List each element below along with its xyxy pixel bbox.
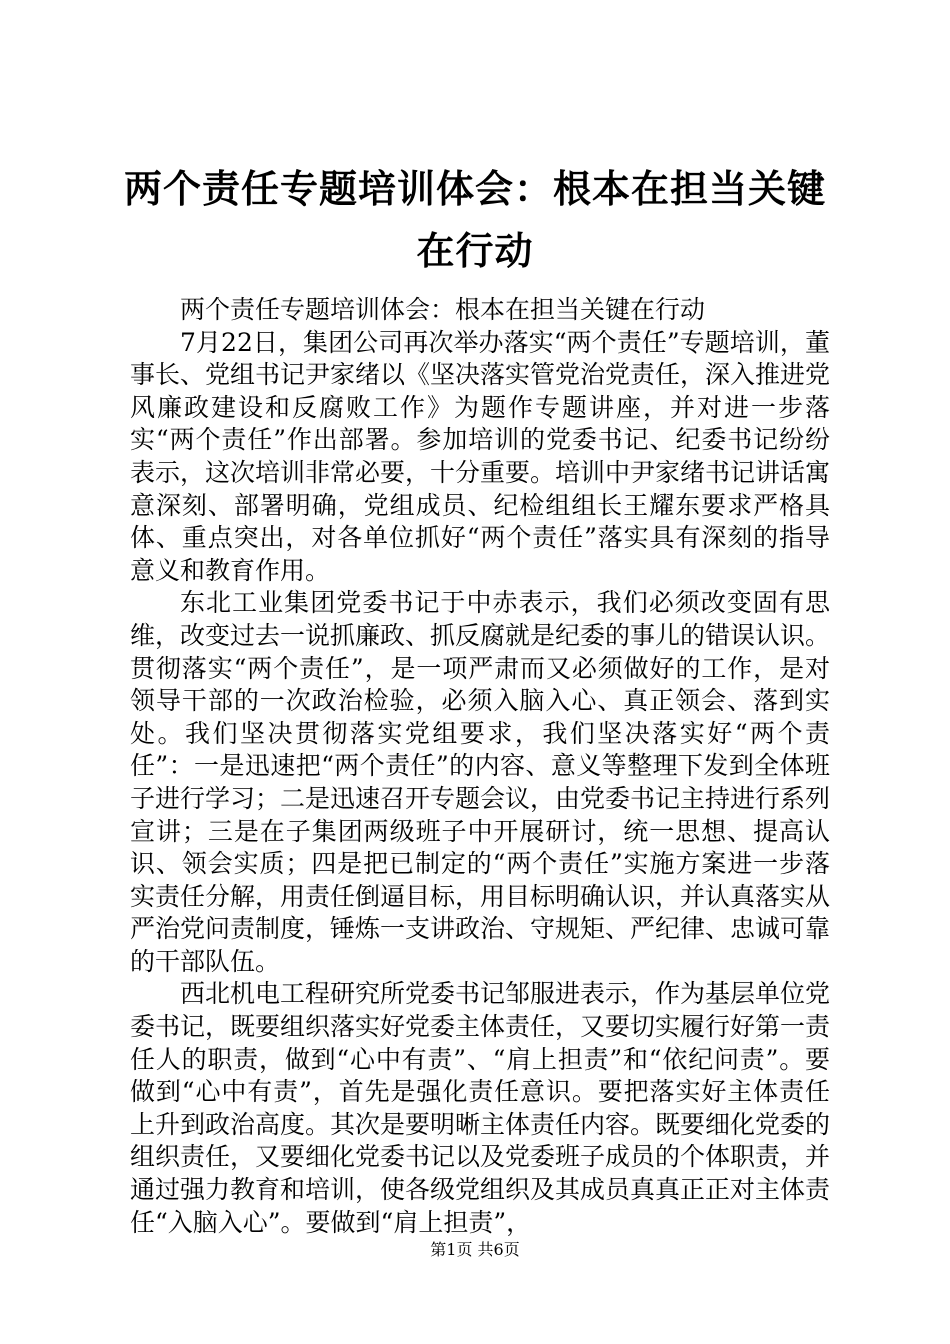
- document-title: 两个责任专题培训体会：根本在担当关键在行动: [123, 166, 826, 273]
- paragraph-subtitle: 两个责任专题培训体会：根本在担当关键在行动: [180, 295, 706, 324]
- paragraph-3: 西北机电工程研究所党委书记邹服进表示，作为基层单位党委书记，既要组织落实好党委主体责任，又要切实履行好第一责任人的职责，做到“心中有责”、“肩上担责”和“依纪问责”。要做到“心中有责”，首先是强化责任意识。要把落实好主体责任上升到政治高度。其次是要明晰主体责任内容。既要细化党委的组织责任，又要细化党委书记以及党委班子成员的个体职责，并通过强力教育和培训，使各级党组织及其成员真真正正对主体责任“入脑入心”。要做到“肩上担责”，: [130, 979, 831, 1237]
- document-body: [130, 294, 830, 1239]
- paragraph-1: 7月22日，集团公司再次举办落实“两个责任”专题培训，董事长、党组书记尹家绪以《坚决落实管党治党责任，深入推进党风廉政建设和反腐败工作》为题作专题讲座，并对进一步落实“两个责任”作出部署。参加培训的党委书记、纪委书记纷纷表示，这次培训非常必要，十分重要。培训中尹家绪书记讲话寓意深刻、部署明确，党组成员、纪检组组长王耀东要求严格具体、重点突出，对各单位抓好“两个责任”落实具有深刻的指导意义和教育作用。: [130, 327, 831, 585]
- paragraph-2: 东北工业集团党委书记于中赤表示，我们必须改变固有思维，改变过去一说抓廉政、抓反腐就是纪委的事儿的错误认识。贯彻落实“两个责任”，是一项严肃而又必须做好的工作，是对领导干部的一次政治检验，必须入脑入心、真正领会、落到实处。我们坚决贯彻落实党组要求，我们坚决落实好“两个责任”：一是迅速把“两个责任”的内容、意义等整理下发到全体班子进行学习；二是迅速召开专题会议，由党委书记主持进行系列宣讲；三是在子集团两级班子中开展研讨，统一思想、提高认识、领会实质；四是把已制定的“两个责任”实施方案进一步落实责任分解，用责任倒逼目标，用目标明确认识，并认真落实从严治党问责制度，锤炼一支讲政治、守规矩、严纪律、忠诚可靠的干部队伍。: [130, 588, 831, 976]
- page-footer: 第1页 共6页: [430, 1240, 520, 1259]
